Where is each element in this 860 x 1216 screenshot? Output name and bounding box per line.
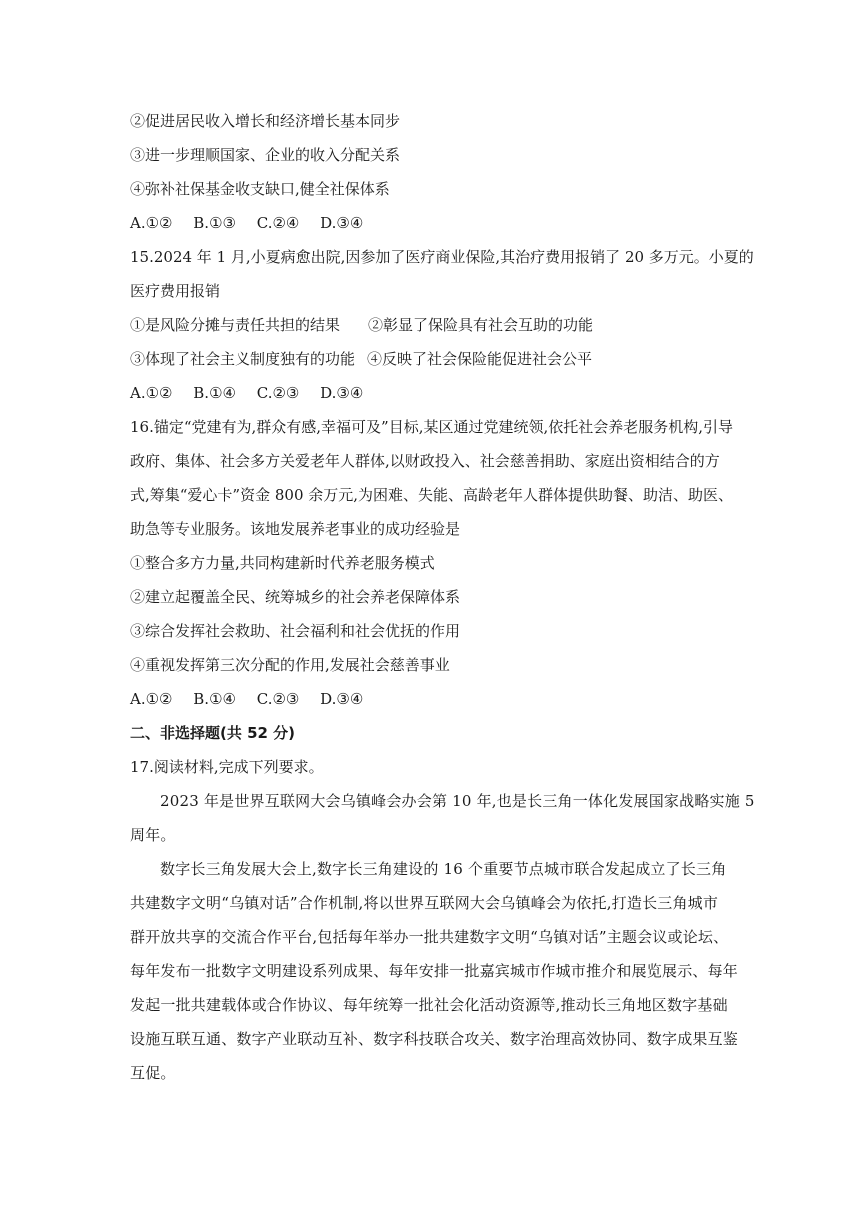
q16-stem-line-2: 政府、集体、社会多方关爱老年人群体,以财政投入、社会慈善捐助、家庭出资相结合的方 — [130, 452, 720, 470]
q16-option-4: ④重视发挥第三次分配的作用,发展社会慈善事业 — [130, 656, 450, 674]
q17-stem: 17.阅读材料,完成下列要求。 — [130, 758, 324, 776]
q17-paragraph-1-line-1: 2023 年是世界互联网大会乌镇峰会办会第 10 年,也是长三角一体化发展国家战略实施 5 — [160, 792, 755, 810]
q16-option-1: ①整合多方力量,共同构建新时代养老服务模式 — [130, 554, 435, 572]
q17-paragraph-2-line-5: 发起一批共建载体或合作协议、每年统筹一批社会化活动资源等,推动长三角地区数字基础 — [130, 996, 728, 1014]
q17-paragraph-2-line-3: 群开放共享的交流合作平台,包括每年举办一批共建数字文明“乌镇对话”主题会议或论坛、 — [130, 928, 729, 946]
q15-option-4: ④反映了社会保险能促进社会公平 — [367, 350, 593, 368]
q14-answer-d: D.③④ — [320, 214, 364, 232]
q14-answer-choices — [130, 213, 379, 233]
q14-option-2: ②促进居民收入增长和经济增长基本同步 — [130, 112, 401, 130]
q15-answer-c: C.②③ — [256, 384, 300, 402]
q15-answer-d: D.③④ — [320, 384, 364, 402]
q17-paragraph-2-line-7: 互促。 — [130, 1064, 176, 1082]
q14-answer-a: A.①② — [130, 214, 173, 232]
q14-option-4: ④弥补社保基金收支缺口,健全社保体系 — [130, 180, 390, 198]
q17-paragraph-2-line-1: 数字长三角发展大会上,数字长三角建设的 16 个重要节点城市联合发起成立了长三角 — [160, 860, 727, 878]
q16-stem-line-1: 16.锚定“党建有为,群众有感,幸福可及”目标,某区通过党建统领,依托社会养老服务机构,引导 — [130, 418, 734, 436]
q16-option-2: ②建立起覆盖全民、统筹城乡的社会养老保障体系 — [130, 588, 461, 606]
q15-stem-line-2: 医疗费用报销 — [130, 282, 221, 300]
q16-answer-d: D.③④ — [320, 690, 364, 708]
q15-stem-line-1: 15.2024 年 1 月,小夏病愈出院,因参加了医疗商业保险,其治疗费用报销了 20 多万元。小夏的 — [130, 248, 754, 266]
q16-answer-a: A.①② — [130, 690, 173, 708]
q15-answer-a: A.①② — [130, 384, 173, 402]
q14-option-3: ③进一步理顺国家、企业的收入分配关系 — [130, 146, 401, 164]
q17-paragraph-2-line-2: 共建数字文明“乌镇对话”合作机制,将以世界互联网大会乌镇峰会为依托,打造长三角城市 — [130, 894, 719, 912]
q16-answer-c: C.②③ — [256, 690, 300, 708]
q14-answer-b: B.①③ — [193, 214, 236, 232]
q16-answer-choices — [130, 689, 379, 709]
q15-option-1: ①是风险分摊与责任共担的结果 — [130, 316, 341, 334]
q17-paragraph-2-line-4: 每年发布一批数字文明建设系列成果、每年安排一批嘉宾城市作城市推介和展览展示、每年 — [130, 962, 739, 980]
q16-stem-line-3: 式,筹集“爱心卡”资金 800 余万元,为困难、失能、高龄老年人群体提供助餐、助洁、助医、 — [130, 486, 734, 504]
section-heading: 二、非选择题(共 52 分) — [130, 724, 296, 742]
q16-answer-b: B.①④ — [193, 690, 236, 708]
q15-answer-b: B.①④ — [193, 384, 236, 402]
q15-options-row-1 — [130, 315, 593, 335]
q16-stem-line-4: 助急等专业服务。该地发展养老事业的成功经验是 — [130, 520, 461, 538]
q15-options-row-2 — [130, 349, 592, 369]
q15-option-2: ②彰显了保险具有社会互助的功能 — [368, 316, 594, 334]
q17-paragraph-2-line-6: 设施互联互通、数字产业联动互补、数字科技联合攻关、数字治理高效协同、数字成果互鉴 — [130, 1030, 739, 1048]
q17-paragraph-1-line-2: 周年。 — [130, 826, 176, 844]
q15-option-3: ③体现了社会主义制度独有的功能 — [130, 350, 356, 368]
q15-answer-choices — [130, 383, 379, 403]
q16-option-3: ③综合发挥社会救助、社会福利和社会优抚的作用 — [130, 622, 461, 640]
q14-answer-c: C.②④ — [256, 214, 300, 232]
